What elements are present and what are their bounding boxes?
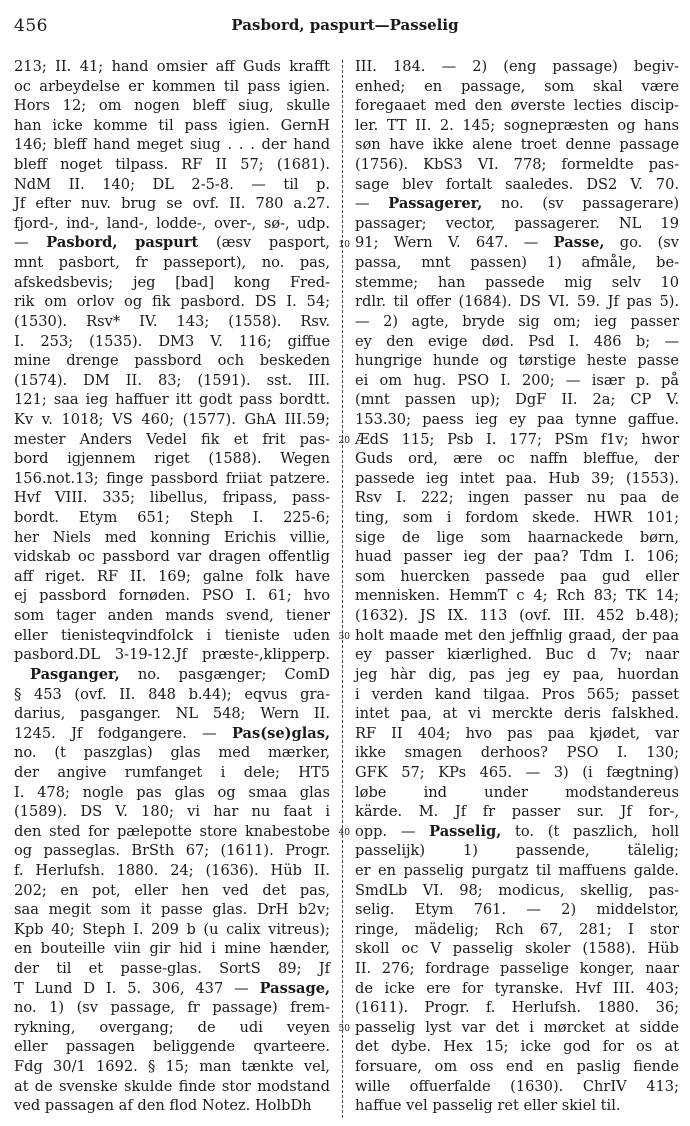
text-line: afskedsbevis; jeg [bad] kong Fred- (14, 273, 331, 291)
headword: Passagerer, (388, 195, 483, 213)
text-line: no. 1) (sv passage, fr passage) frem- (14, 999, 331, 1017)
text-line: SmdLb VI. 98; modicus, skellig, pas- (355, 881, 680, 899)
text-line: f. Herlufsh. 1880. 24; (1636). Hüb II. (14, 861, 331, 879)
headword: Pas(se)glas, (231, 724, 331, 742)
text-line: — Passagerer, no. (sv passagerare) (355, 195, 680, 213)
text-line: søn have ikke alene troet denne passage (355, 136, 680, 154)
line-number-marker: 30 (338, 631, 350, 642)
text-line: oc arbeydelse er kommen til pass igien. (14, 77, 331, 95)
line-number-marker: 20 (338, 435, 350, 446)
text-line: mnt pasbort, fr passeport), no. pas, (14, 254, 331, 272)
text-line: 213; II. 41; hand omsier aff Guds krafft (14, 58, 331, 75)
text-line: selig. Etym 761. — 2) middelstor, (355, 901, 680, 919)
headword: Pasganger, (30, 665, 120, 683)
text-line: (1756). KbS3 VI. 778; formeldte pas- (355, 156, 680, 174)
text-line: passager; vector, passagerer. NL 19 (355, 214, 679, 232)
text-line: 153.30; paess ieg ey paa tynne gaffue. (355, 410, 679, 428)
text-line: sige de lige som haarnackede børn, (355, 528, 679, 546)
text-line: han icke komme til pass igien. GernH (14, 116, 331, 134)
text-line: mennisken. HemmT c 4; Rch 83; TK 14; (355, 587, 680, 605)
text-line: — 2) agte, bryde sig om; ieg passer (355, 312, 680, 330)
line-number-marker: 10 (338, 239, 350, 250)
text-line: (1530). Rsv* IV. 143; (1558). Rsv. (14, 312, 331, 330)
text-line: Kpb 40; Steph I. 209 b (u calix vitreus); (14, 920, 331, 938)
text-line: I. 478; nogle pas glas og smaa glas (14, 783, 330, 801)
text-line: ved passagen af den flod Notez. HolbDh (14, 1097, 312, 1115)
text-line: — Pasbord, paspurt (æsv pasport, (14, 234, 330, 252)
text-line: løbe ind under modstandereus (355, 783, 679, 801)
text-line: bleff noget tilpass. RF II 57; (1681). (14, 156, 330, 174)
text-line: 1245. Jf fodgangere. — Pas(se)glas, (14, 724, 331, 742)
text-line: fjord-, ind-, land-, lodde-, over-, sø-, udp. (14, 214, 331, 232)
text-line: ei om hug. PSO I. 200; — især p. på (355, 371, 680, 389)
text-line: mester Anders Vedel fik et frit pas- (14, 430, 331, 448)
text-line: hungrige hunde og tørstige heste passe (355, 352, 680, 370)
text-line: ler. TT II. 2. 145; sognepræsten og hans (355, 116, 680, 134)
text-line: 202; en pot, eller hen ved det pas, (14, 881, 331, 899)
text-line: holt maade met den jeffnlig graad, der paa (355, 626, 680, 644)
text-line: jeg hàr dig, pas jeg ey paa, huordan (355, 665, 680, 683)
text-line: pasbord.DL 3-19-12.Jf præste-,klipperp. (14, 646, 331, 664)
text-line: skoll oc V passelig skoler (1588). Hüb (355, 940, 679, 958)
text-line: 146; bleff hand meget siug . . . der hand (14, 136, 331, 154)
text-line: eller passagen beliggende qvarteere. (14, 1038, 331, 1056)
text-line: T Lund D I. 5. 306, 437 — Passage, (14, 979, 331, 997)
line-number-marker: 40 (338, 828, 350, 839)
text-line: wille offuerfalde (1630). ChrIV 413; (355, 1077, 679, 1095)
text-line: passede ieg intet paa. Hub 39; (1553). (355, 469, 680, 487)
right-column (355, 57, 679, 1116)
text-line: darius, pasganger. NL 548; Wern II. (14, 705, 331, 723)
text-line: § 453 (ovf. II. 848 b.44); eqvus gra- (14, 685, 331, 703)
text-line: vidskab oc passbord var dragen offentlig (14, 548, 331, 566)
text-line: en bouteille viin gir hid i mine hænder, (14, 940, 331, 958)
text-line: der til et passe-glas. SortS 89; Jf (14, 960, 331, 978)
text-line: Jf efter nuv. brug se ovf. II. 780 a.27. (14, 195, 331, 213)
text-line: rik om orlov og fik pasbord. DS I. 54; (14, 293, 331, 311)
text-line: Hors 12; om nogen bleff siug, skulle (14, 97, 331, 115)
headword: Passe, (553, 234, 605, 252)
page-header (0, 0, 690, 44)
text-line: det dybe. Hex 15; icke god for os at (355, 1038, 679, 1056)
text-line: saa megit som it passe glas. DrH b2v; (14, 901, 330, 919)
text-line: intet paa, at vi merckte deris falskhed. (355, 705, 679, 723)
text-line: 91; Wern V. 647. — Passe, go. (sv (355, 234, 680, 252)
text-line: eller tienisteqvindfolck i tieniste uden (14, 626, 330, 644)
text-line: der angive rumfanget i dele; HT5 (14, 763, 331, 781)
text-line: ej passbord fornøden. PSO I. 61; hvo (14, 587, 331, 605)
text-line: her Niels med konning Erichis villie, (14, 528, 331, 546)
text-line: ting, som i fordom skede. HWR 101; (355, 509, 680, 527)
text-line: opp. — Passelig, to. (t paszlich, holl (355, 822, 680, 840)
headword: Pasbord, (46, 234, 118, 252)
text-line: Guds ord, ære oc naffn bleffue, der (355, 450, 679, 468)
text-line: sage blev fortalt saaledes. DS2 V. 70. (355, 175, 680, 193)
text-line: Hvf VIII. 335; libellus, fripass, pass- (14, 489, 331, 507)
text-line: huad passer ieg der paa? Tdm I. 106; (355, 548, 680, 566)
text-line: Rsv I. 222; ingen passer nu paa de (355, 489, 680, 507)
text-line: bord igjennem riget (1588). Wegen (14, 450, 331, 468)
text-line: Fdg 30/1 1692. § 15; man tænkte vel, (14, 1058, 331, 1076)
text-line: rdlr. til offer (1684). DS VI. 59. Jf pas 5). (355, 293, 680, 311)
text-line: (1589). DS V. 180; vi har nu faat i (14, 803, 331, 821)
line-number-marker: 50 (338, 1024, 350, 1035)
text-line: bordt. Etym 651; Steph I. 225-6; (14, 509, 331, 527)
page-number: 456 (14, 16, 48, 36)
text-line: som tager anden mands svend, tiener (14, 607, 331, 625)
text-line: GFK 57; KPs 465. — 3) (i fægtning) (355, 763, 680, 781)
text-line: foregaaet med den øverste lecties discip- (355, 97, 680, 115)
text-line: III. 184. — 2) (eng passage) begiv- (355, 58, 680, 75)
text-line: haffue vel passelig ret eller skiel til. (355, 1097, 621, 1115)
text-line: de icke ere for tyranske. Hvf III. 403; (355, 979, 680, 997)
text-line: NdM II. 140; DL 2-5-8. — til p. (14, 175, 331, 193)
text-line: Kv v. 1018; VS 460; (1577). GhA III.59; (14, 410, 331, 428)
text-line: passelig lyst var det i mørcket at sidde (355, 1018, 680, 1036)
text-line: enhed; en passage, som skal være (355, 77, 680, 95)
text-line: ey passer kiærlighed. Buc d 7v; naar (355, 646, 679, 664)
text-line: 156.not.13; finge passbord friiat patzere. (14, 469, 331, 487)
text-line: forsuare, om oss end en paslig fiende (355, 1058, 679, 1076)
text-line: i verden kand tilgaa. Pros 565; passet (355, 685, 680, 703)
headword: Passelig, (429, 822, 502, 840)
headword: paspurt (135, 234, 199, 252)
text-line: II. 276; fordrage passelige konger, naar (355, 960, 680, 978)
text-line: er en passelig purgatz til maffuens galde. (355, 861, 680, 879)
text-line: passa, mnt passen) 1) afmåle, be- (355, 254, 680, 272)
text-line: ÆdS 115; Psb I. 177; PSm f1v; hwor (355, 430, 680, 448)
text-line: (mnt passen up); DgF II. 2a; CP V. (355, 391, 679, 409)
text-line: RF II 404; hvo pas paa kjødet, var (355, 724, 680, 742)
text-line: passelijk) 1) passende, tälelig; (355, 842, 680, 860)
text-line: stemme; han passede mig selv 10 (355, 273, 680, 291)
left-column (14, 57, 330, 1116)
text-line: som huercken passede paa gud eller (355, 567, 679, 585)
text-line: I. 253; (1535). DM3 V. 116; giffue (14, 332, 331, 350)
text-line: Pasganger, no. pasgænger; ComD (30, 665, 331, 683)
text-line: rykning, overgang; de udi veyen (14, 1018, 331, 1036)
running-title: Pasbord, paspurt—Passelig (231, 16, 459, 34)
text-line: (1574). DM II. 83; (1591). sst. III. (14, 371, 330, 389)
text-line: (1632). JS IX. 113 (ovf. III. 452 b.48); (355, 607, 680, 625)
text-line: (1611). Progr. f. Herlufsh. 1880. 36; (355, 999, 680, 1017)
text-line: ringe, mädelig; Rch 67, 281; I stor (355, 920, 679, 938)
headword: Passage, (259, 979, 331, 997)
text-line: og passeglas. BrSth 67; (1611). Progr. (14, 842, 331, 860)
text-line: mine drenge passbord och beskeden (14, 352, 331, 370)
text-line: ey den evige død. Psd I. 486 b; — (355, 332, 680, 350)
text-line: 121; saa ieg haffuer itt godt pass bordtt. (14, 391, 331, 409)
column-divider (342, 60, 343, 1118)
text-line: no. (t paszglas) glas med mærker, (14, 744, 330, 762)
text-line: kärde. M. Jf fr passer sur. Jf for-, (355, 803, 680, 821)
text-line: aff riget. RF II. 169; galne folk have (14, 567, 331, 585)
text-line: den sted for pælepotte store knabestobe (14, 822, 331, 840)
text-line: ikke smagen derhoos? PSO I. 130; (355, 744, 679, 762)
text-line: at de svenske skulde finde stor modstand (14, 1077, 331, 1095)
